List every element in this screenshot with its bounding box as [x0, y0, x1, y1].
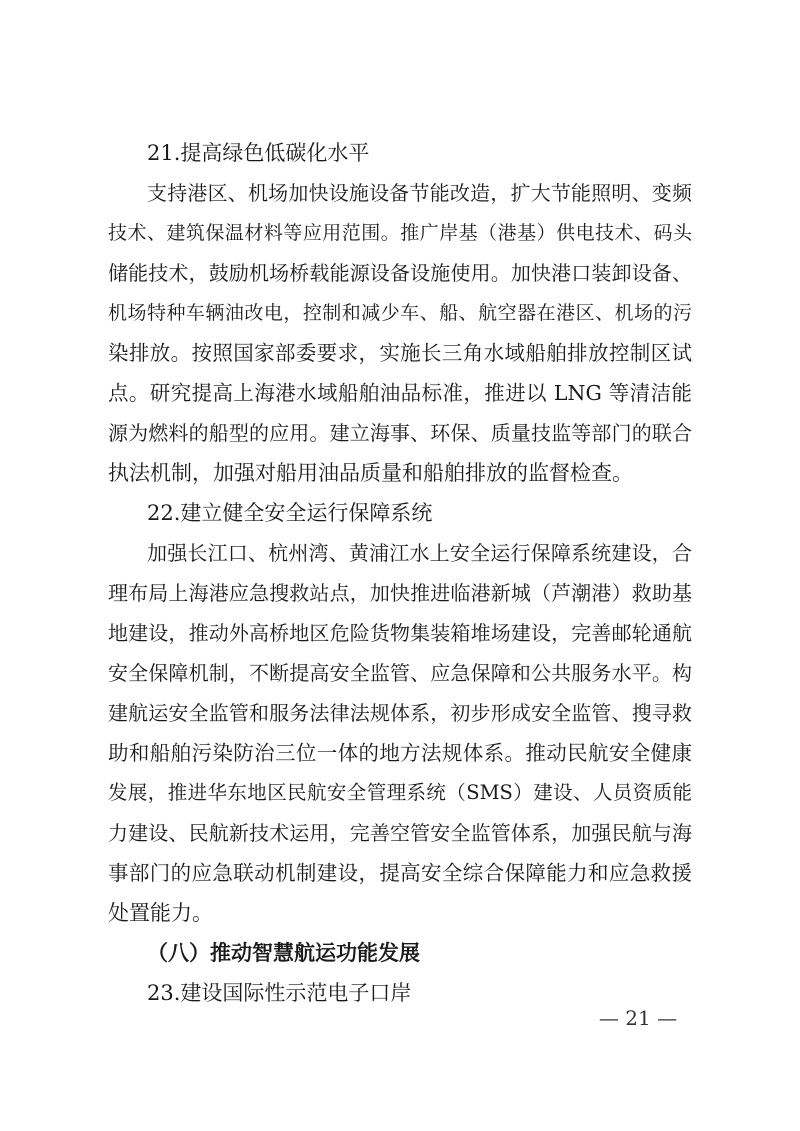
section-21-line-3: 储能技术，鼓励机场桥载能源设备设施使用。加快港口装卸设备、: [108, 261, 692, 285]
section-21-heading: 21.提高绿色低碳化水平: [147, 141, 370, 165]
section-22-line-9: 事部门的应急联动机制建设，提高安全综合保障能力和应急救援: [108, 861, 692, 885]
page-number: — 21 —: [598, 1006, 678, 1030]
section-22-line-8: 力建设、民航新技术运用，完善空管安全监管体系，加强民航与海: [108, 821, 692, 845]
section-21-line-8: 执法机制，加强对船用油品质量和船舶排放的监督检查。: [108, 461, 633, 485]
section-21-line-2: 技术、建筑保温材料等应用范围。推广岸基（港基）供电技术、码头: [108, 222, 692, 244]
section-22-line-5: 建航运安全监管和服务法律法规体系，初步形成安全监管、搜寻救: [108, 701, 692, 725]
section-21-line-1: 支持港区、机场加快设施设备节能改造，扩大节能照明、变频: [147, 181, 692, 205]
section-22-heading: 22.建立健全安全运行保障系统: [147, 501, 433, 525]
section-21-line-5: 染排放。按照国家部委要求，实施长三角水域船舶排放控制区试: [108, 341, 692, 365]
section-22-line-7: 发展，推进华东地区民航安全管理系统（SMS）建设、人员资质能: [108, 781, 692, 804]
section-8-heading: （八）推动智慧航运功能发展: [147, 941, 420, 965]
section-23-heading: 23.建设国际性示范电子口岸: [147, 981, 412, 1005]
section-22-line-1: 加强长江口、杭州湾、黄浦江水上安全运行保障系统建设，合: [147, 541, 692, 565]
section-22-line-3: 地建设，推动外高桥地区危险货物集装箱堆场建设，完善邮轮通航: [108, 621, 692, 645]
section-22-line-2: 理布局上海港应急搜救站点，加快推进临港新城（芦潮港）救助基: [108, 581, 692, 605]
section-21-line-7: 源为燃料的船型的应用。建立海事、环保、质量技监等部门的联合: [108, 421, 692, 445]
section-21-line-4: 机场特种车辆油改电，控制和减少车、船、航空器在港区、机场的污: [108, 302, 692, 324]
section-22-line-6: 助和船舶污染防治三位一体的地方法规体系。推动民航安全健康: [108, 741, 692, 765]
section-21-line-6: 点。研究提高上海港水域船舶油品标准，推进以 LNG 等清洁能: [108, 381, 692, 405]
section-22-line-10: 处置能力。: [108, 901, 213, 925]
section-22-line-4: 安全保障机制，不断提高安全监管、应急保障和公共服务水平。构: [108, 661, 692, 685]
